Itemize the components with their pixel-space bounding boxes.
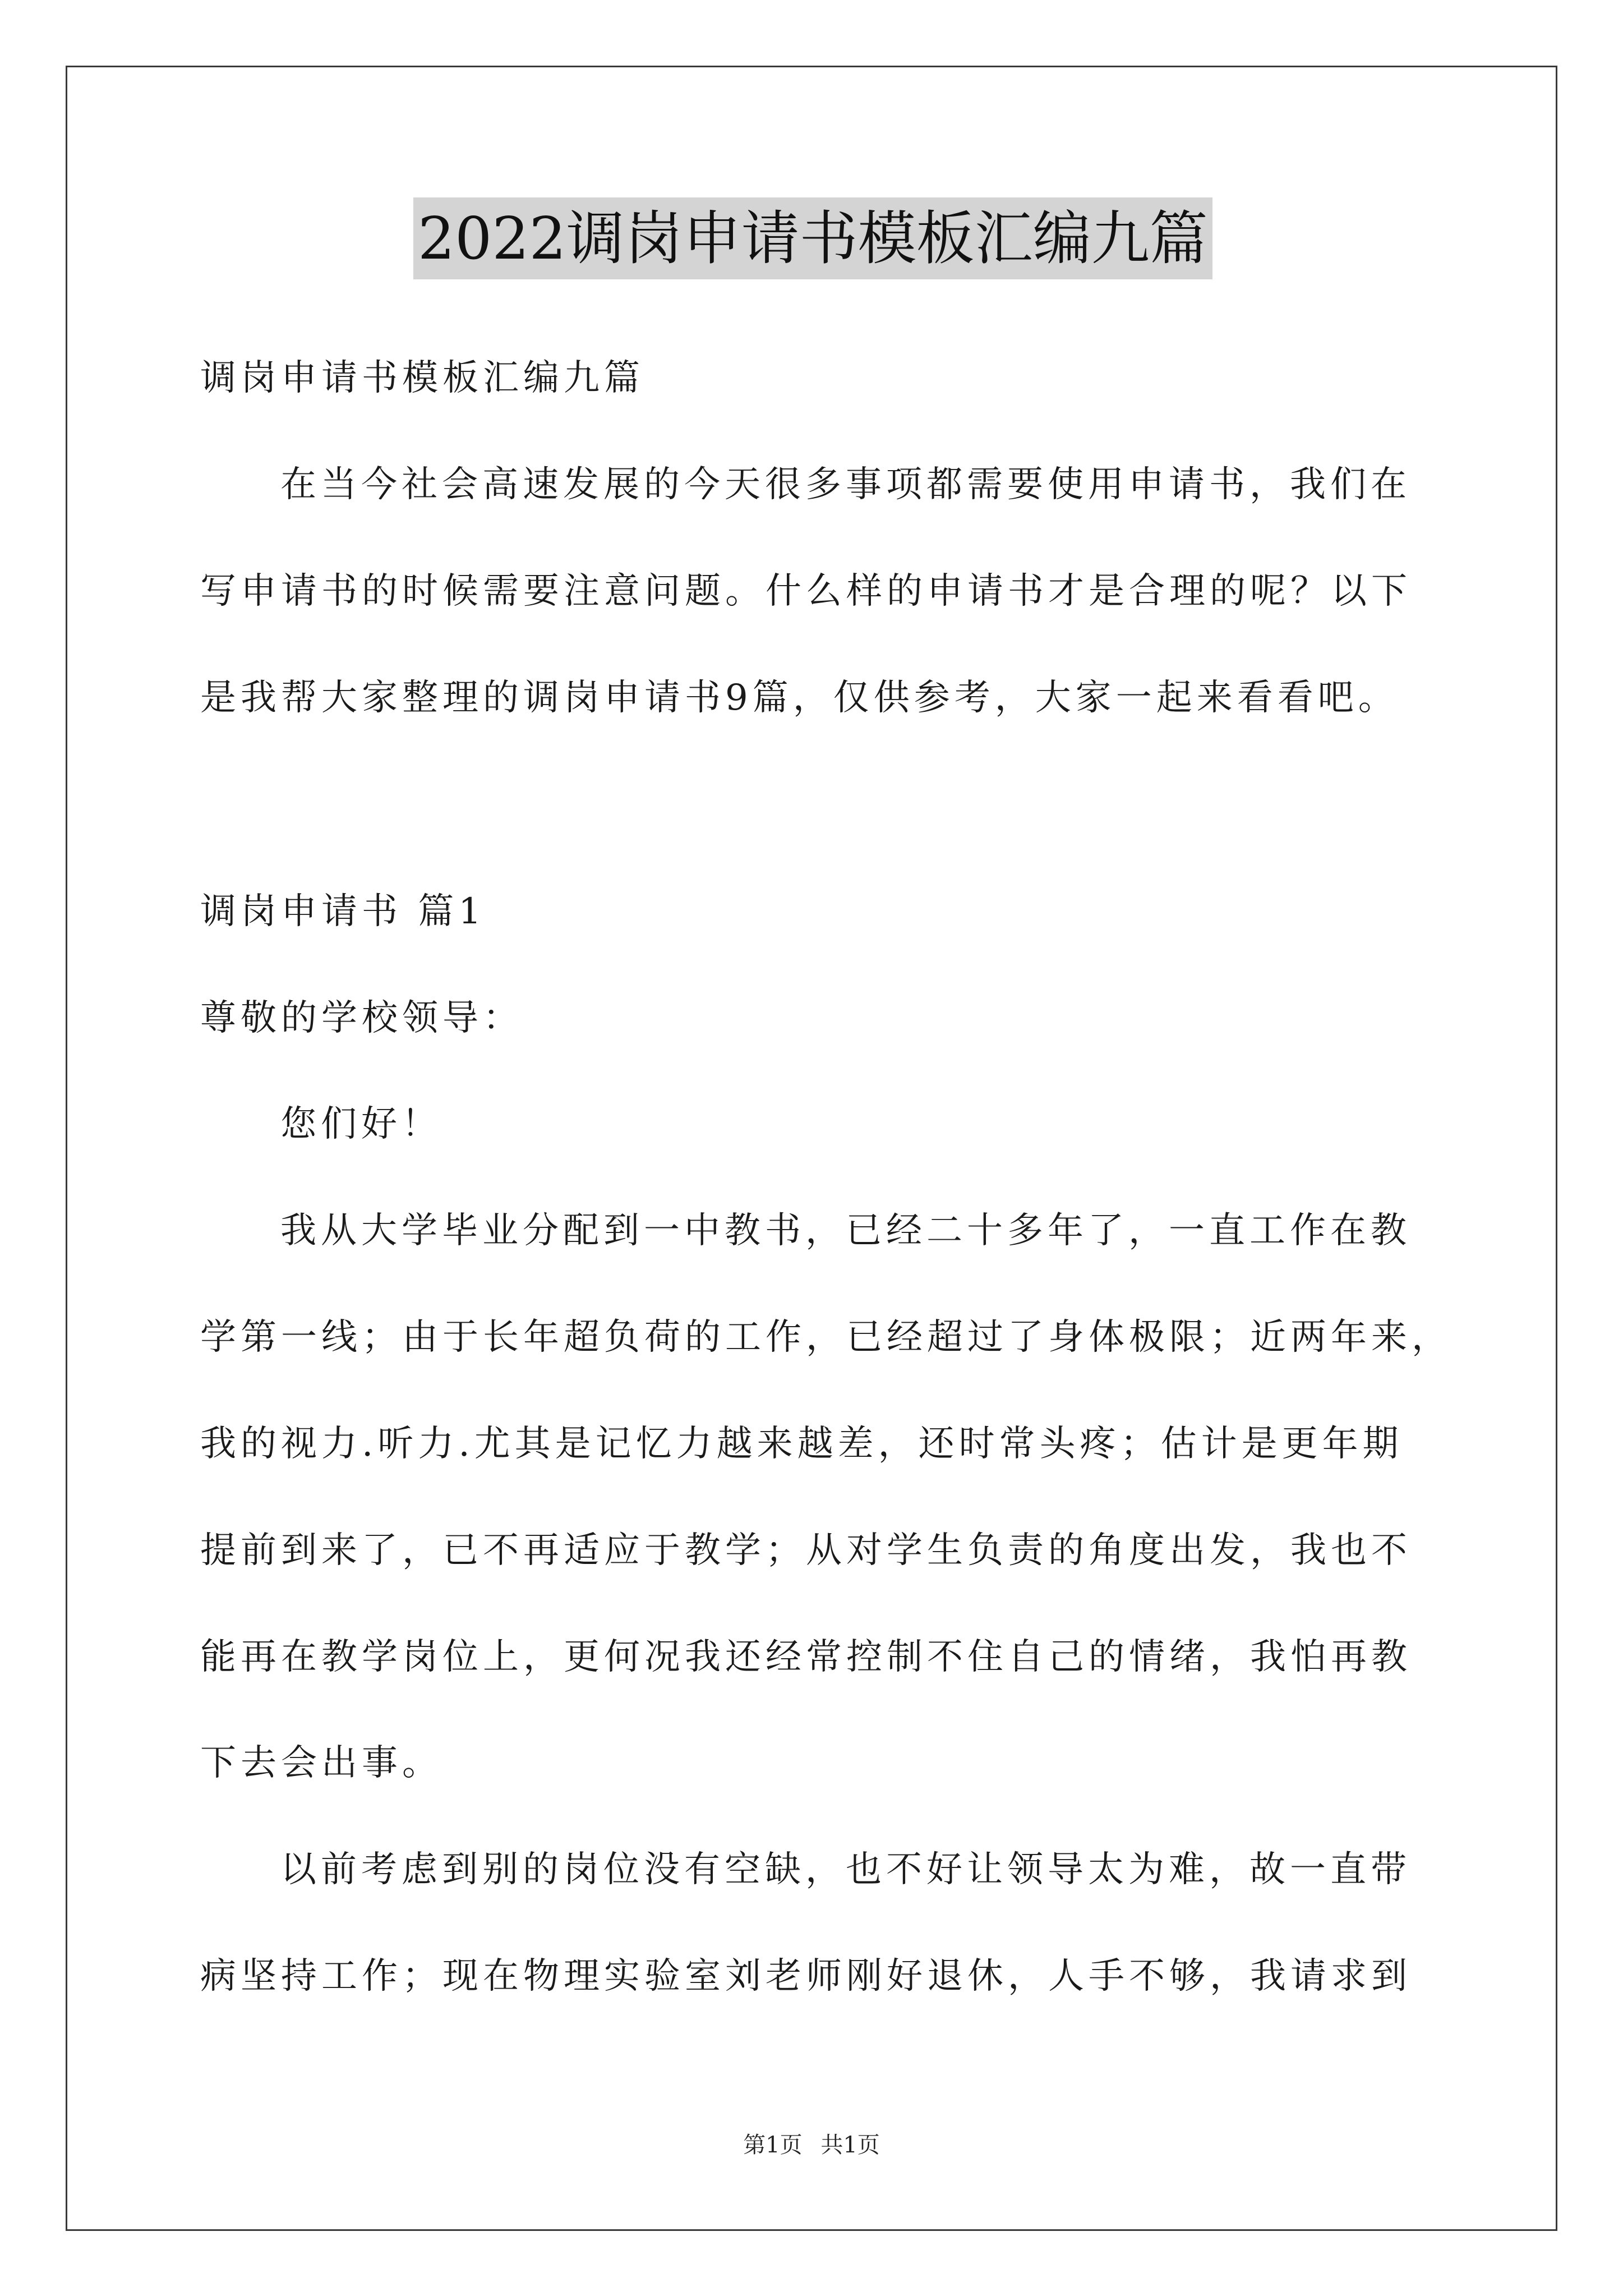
section-heading: 调岗申请书 篇1: [200, 891, 486, 932]
greeting: 您们好！: [280, 1103, 442, 1145]
paragraph1-line-6: 下去会出事。: [200, 1742, 442, 1784]
document-title: 2022调岗申请书模板汇编九篇: [413, 197, 1212, 279]
paragraph1-line-3: 我的视力.听力.尤其是记忆力越来越差，还时常头疼；估计是更年期: [200, 1423, 1403, 1465]
paragraph1-line-5: 能再在教学岗位上，更何况我还经常控制不住自己的情绪，我怕再教: [200, 1636, 1412, 1678]
paragraph2-line-1: 以前考虑到别的岗位没有空缺，也不好让领导太为难，故一直带: [280, 1849, 1411, 1890]
document-subtitle: 调岗申请书模板汇编九篇: [200, 357, 644, 399]
salutation: 尊敬的学校领导：: [200, 997, 523, 1039]
paragraph2-line-2: 病坚持工作；现在物理实验室刘老师刚好退休，人手不够，我请求到: [200, 1955, 1412, 1997]
paragraph1-line-4: 提前到来了，已不再适应于教学；从对学生负责的角度出发，我也不: [200, 1530, 1412, 1571]
page-footer: [0, 2131, 1623, 2160]
intro-line-1: 在当今社会高速发展的今天很多事项都需要使用申请书，我们在: [280, 464, 1411, 505]
paragraph1-line-1: 我从大学毕业分配到一中教书，已经二十多年了，一直工作在教: [280, 1210, 1411, 1251]
page-total: 共1页: [820, 2132, 880, 2158]
intro-line-3: 是我帮大家整理的调岗申请书9篇，仅供参考，大家一起来看看吧。: [200, 677, 1399, 719]
intro-line-2: 写申请书的时候需要注意问题。什么样的申请书才是合理的呢？以下: [200, 570, 1412, 612]
paragraph1-line-2: 学第一线；由于长年超负荷的工作，已经超过了身体极限；近两年来，: [200, 1317, 1452, 1358]
page-number: 第1页: [743, 2132, 803, 2158]
